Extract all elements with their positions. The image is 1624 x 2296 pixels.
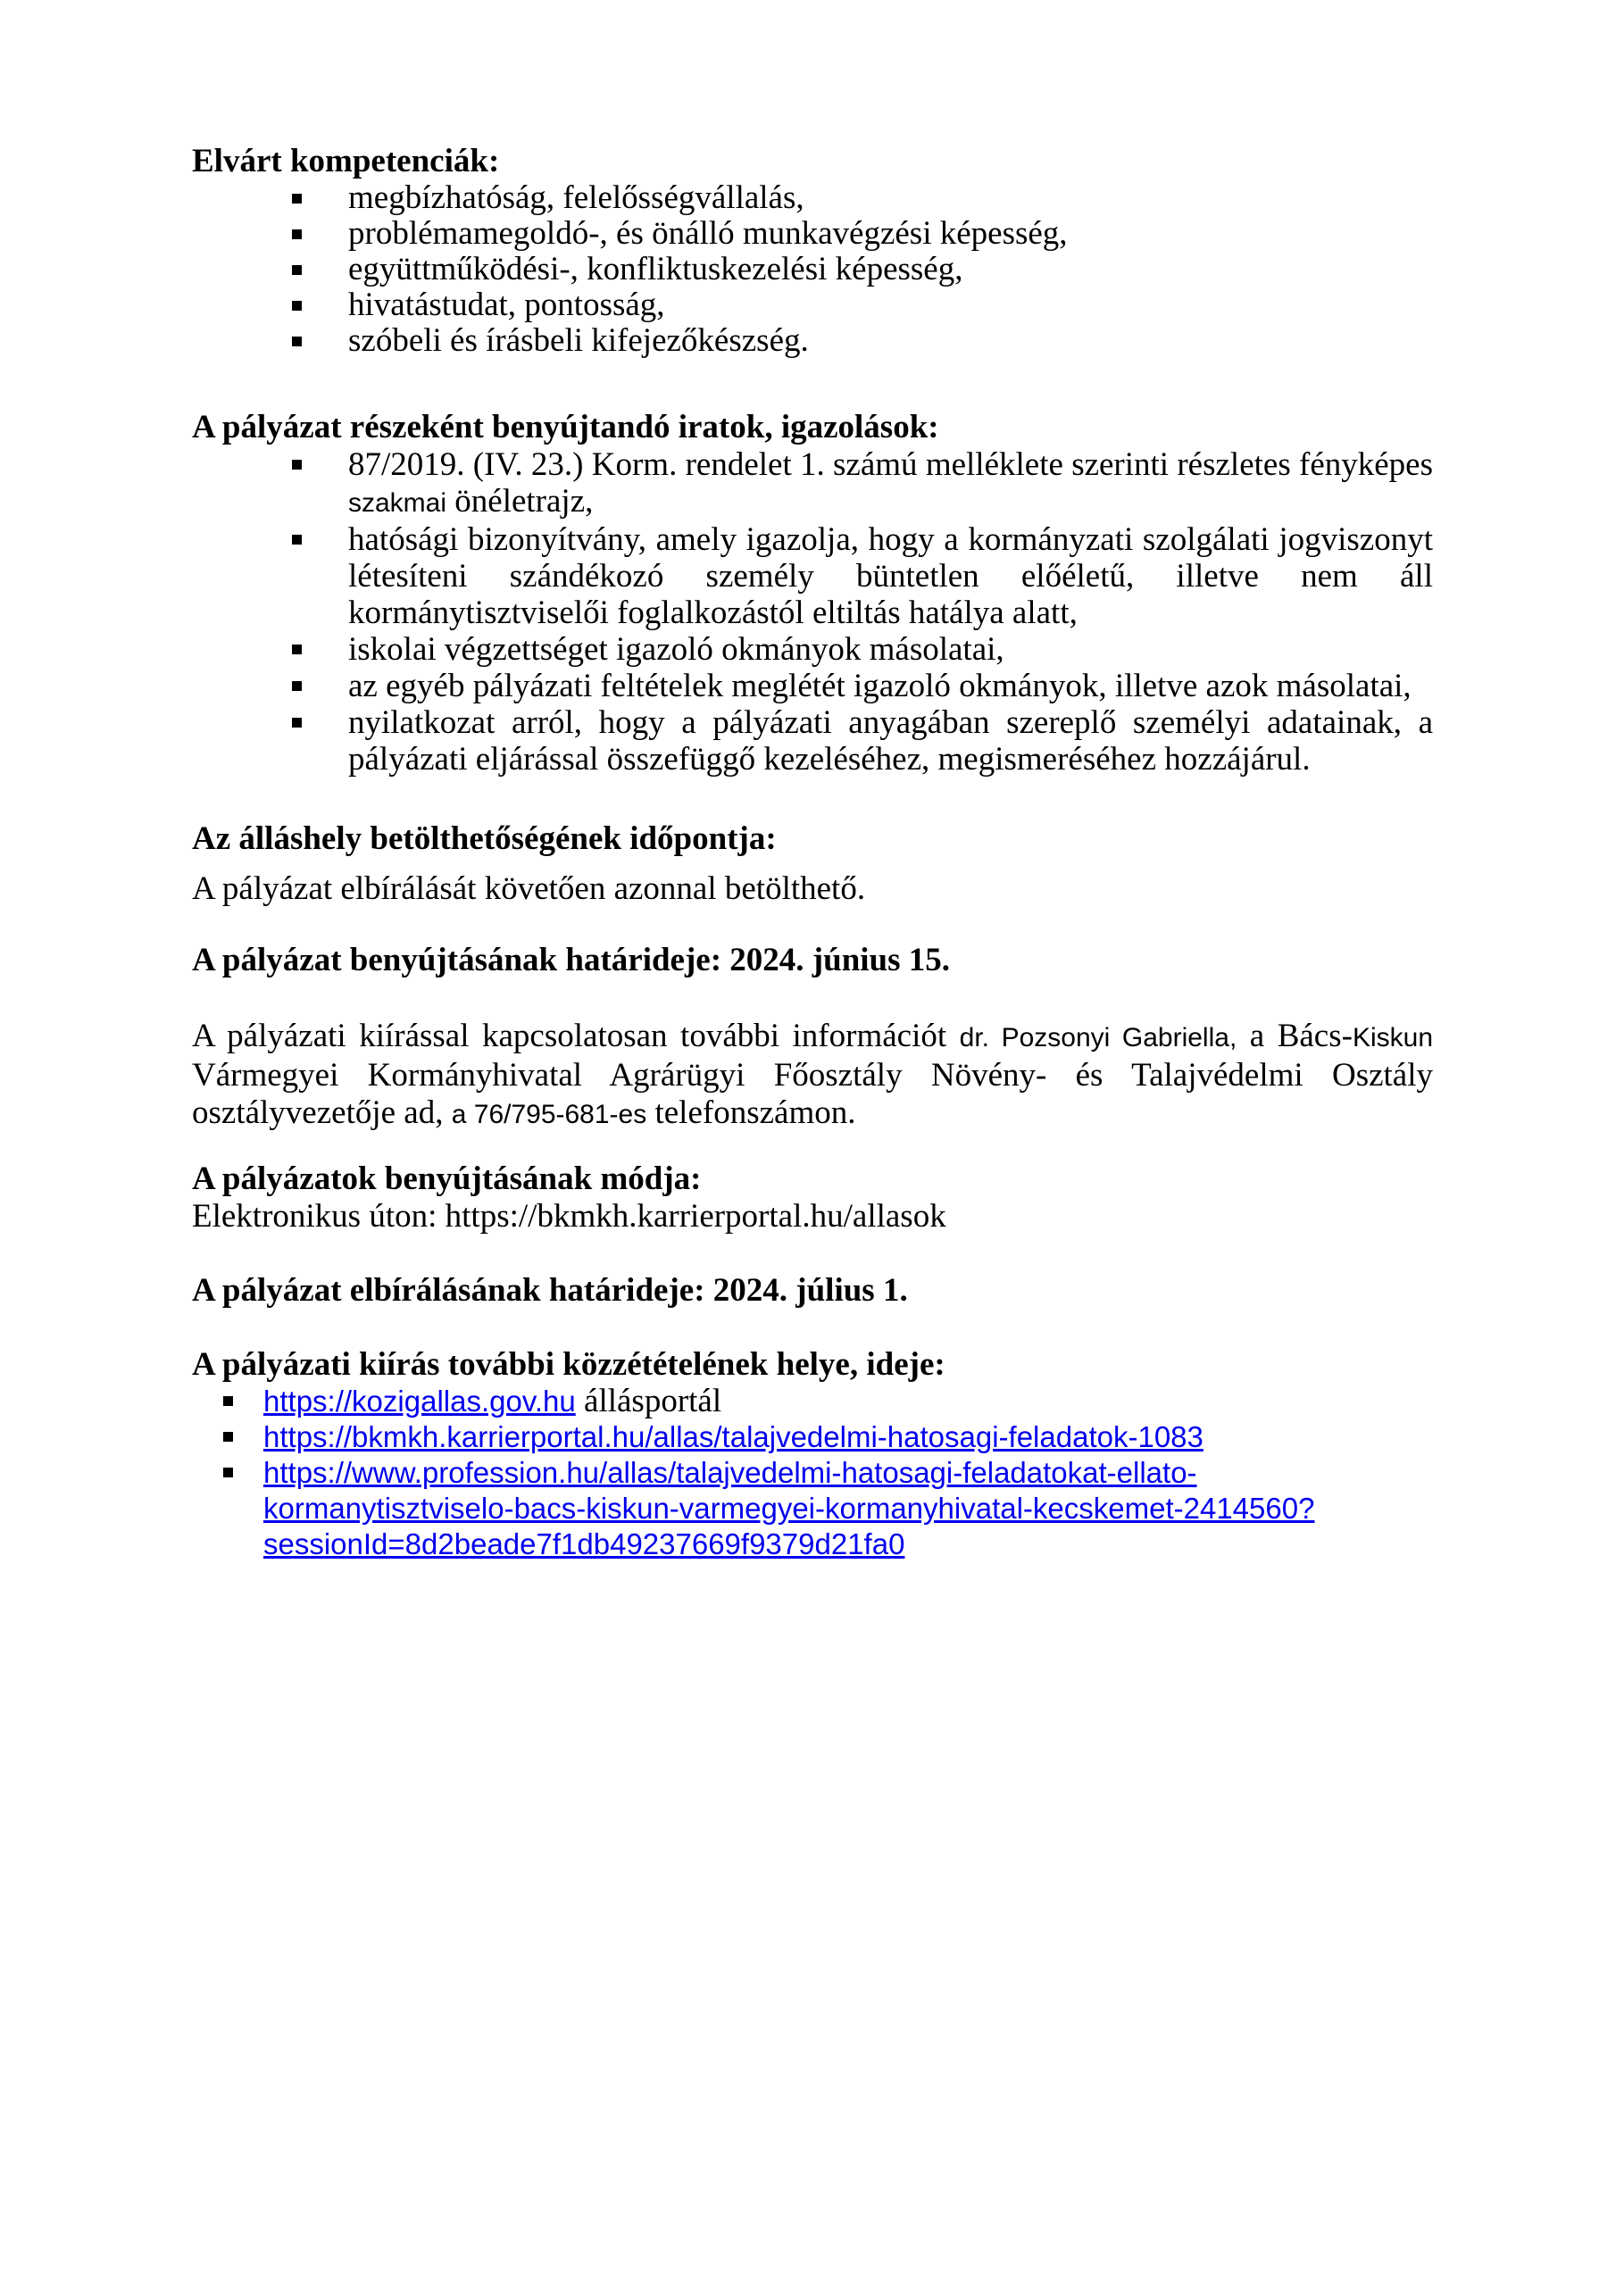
text-run: önéletrajz, [446, 483, 594, 520]
contact-person-name: dr. Pozsonyi Gabriella, [959, 1023, 1237, 1052]
section-heading-fill-date: Az álláshely betölthetőségének időpontja: [192, 820, 777, 857]
list-item-text: problémamegoldó-, és önálló munkavégzési képesség, [348, 215, 1068, 252]
list-item [292, 252, 1433, 287]
list-item-text [348, 446, 1433, 521]
bullet-square-icon [292, 645, 302, 654]
text-run-sans: szakmai [348, 488, 447, 518]
list-item [292, 668, 1433, 704]
list-item [223, 1419, 1433, 1455]
list-item-text [263, 1384, 1433, 1419]
bullet-square-icon [292, 460, 302, 470]
list-item-text [263, 1455, 1433, 1562]
text-run: A pályázati kiírással kapcsolatosan további információt [192, 1018, 960, 1054]
text-run: telefonszámon. [646, 1094, 856, 1131]
bullet-square-icon [223, 1468, 233, 1477]
contact-paragraph [192, 1018, 1433, 1134]
list-item-text: megbízhatóság, felelősségvállalás, [348, 179, 804, 216]
text-run: a Bács- [1237, 1018, 1353, 1054]
list-item-text: az egyéb pályázati feltételek meglétét igazoló okmányok, illetve azok másolatai, [348, 668, 1412, 704]
kozigallas-link[interactable]: https://kozigallas.gov.hu [263, 1385, 576, 1418]
bullet-square-icon [223, 1396, 233, 1406]
section-heading-publication: A pályázati kiírás további közzétételének helye, ideje: [192, 1346, 945, 1383]
section-heading-submission-method: A pályázatok benyújtásának módja: [192, 1160, 702, 1197]
list-item [292, 180, 1433, 216]
bullet-square-icon [292, 301, 302, 311]
section-heading-competencies: Elvárt kompetenciák: [192, 143, 500, 179]
list-item-text: hivatástudat, pontosság, [348, 287, 665, 323]
text-run-sans: Kiskun [1352, 1023, 1433, 1052]
bullet-square-icon [292, 337, 302, 346]
submission-deadline-heading: A pályázat benyújtásának határideje: 2024. június 15. [192, 942, 951, 978]
section-heading-documents: A pályázat részeként benyújtandó iratok, igazolások: [192, 409, 939, 445]
karrierportal-link[interactable]: https://bkmkh.karrierportal.hu/allas/talajvedelmi-hatosagi-feladatok-1083 [263, 1420, 1203, 1453]
bullet-square-icon [223, 1432, 233, 1442]
link-suffix-text: állásportál [575, 1383, 722, 1419]
list-item-text: szóbeli és írásbeli kifejezőkészség. [348, 322, 809, 359]
profession-link[interactable]: https://www.profession.hu/allas/talajvedelmi-hatosagi-feladatokat-ellato-kormanytisztviselo-bacs-kiskun-varmegyei-kormanyhivatal-kecskemet-2414560?sessionId=8d2beade7f1db49237669f9379d21fa0 [263, 1456, 1315, 1560]
list-item-text: együttműködési-, konfliktuskezelési képesség, [348, 251, 963, 287]
list-item [292, 323, 1433, 359]
list-item-text: iskolai végzettséget igazoló okmányok másolatai, [348, 631, 1004, 668]
bullet-square-icon [292, 229, 302, 239]
list-item [292, 521, 1433, 631]
bullet-square-icon [292, 194, 302, 204]
list-item [292, 704, 1433, 778]
bullet-square-icon [292, 718, 302, 728]
list-item-text [263, 1419, 1433, 1455]
list-item-text: nyilatkozat arról, hogy a pályázati anyagában szereplő személyi adatainak, a pályázati eljárással összefüggő kezeléséhez, megismeréséhez hozzájárul. [348, 704, 1433, 778]
list-item [223, 1455, 1433, 1562]
list-item [292, 287, 1433, 323]
bullet-square-icon [292, 681, 302, 691]
list-item [223, 1384, 1433, 1419]
fill-date-text: A pályázat elbírálását követően azonnal betölthető. [192, 870, 866, 907]
contact-phone-number: a 76/795-681-es [451, 1100, 647, 1129]
text-run: 87/2019. (IV. 23.) Korm. rendelet 1. számú melléklete szerinti részletes fényképes [348, 446, 1433, 483]
decision-deadline-heading: A pályázat elbírálásának határideje: 2024. július 1. [192, 1272, 908, 1309]
list-item-text: hatósági bizonyítvány, amely igazolja, hogy a kormányzati szolgálati jogviszonyt létesíteni szándékozó személy büntetlen előéletű, illetve nem áll kormánytisztviselői foglalkozástól eltiltás hatálya alatt, [348, 521, 1433, 631]
bullet-square-icon [292, 265, 302, 275]
list-item [292, 631, 1433, 668]
bullet-square-icon [292, 535, 302, 545]
documents-list [192, 446, 1433, 778]
text-run: Vármegyei Kormányhivatal Agrárügyi Főosztály Növény- és Talajvédelmi Osztály osztályvezetője ad, [192, 1057, 1433, 1131]
publication-links-list [192, 1384, 1433, 1562]
competencies-list [192, 180, 1433, 359]
list-item [292, 216, 1433, 252]
submission-method-text: Elektronikus úton: https://bkmkh.karrierportal.hu/allasok [192, 1198, 946, 1235]
list-item [292, 446, 1433, 521]
